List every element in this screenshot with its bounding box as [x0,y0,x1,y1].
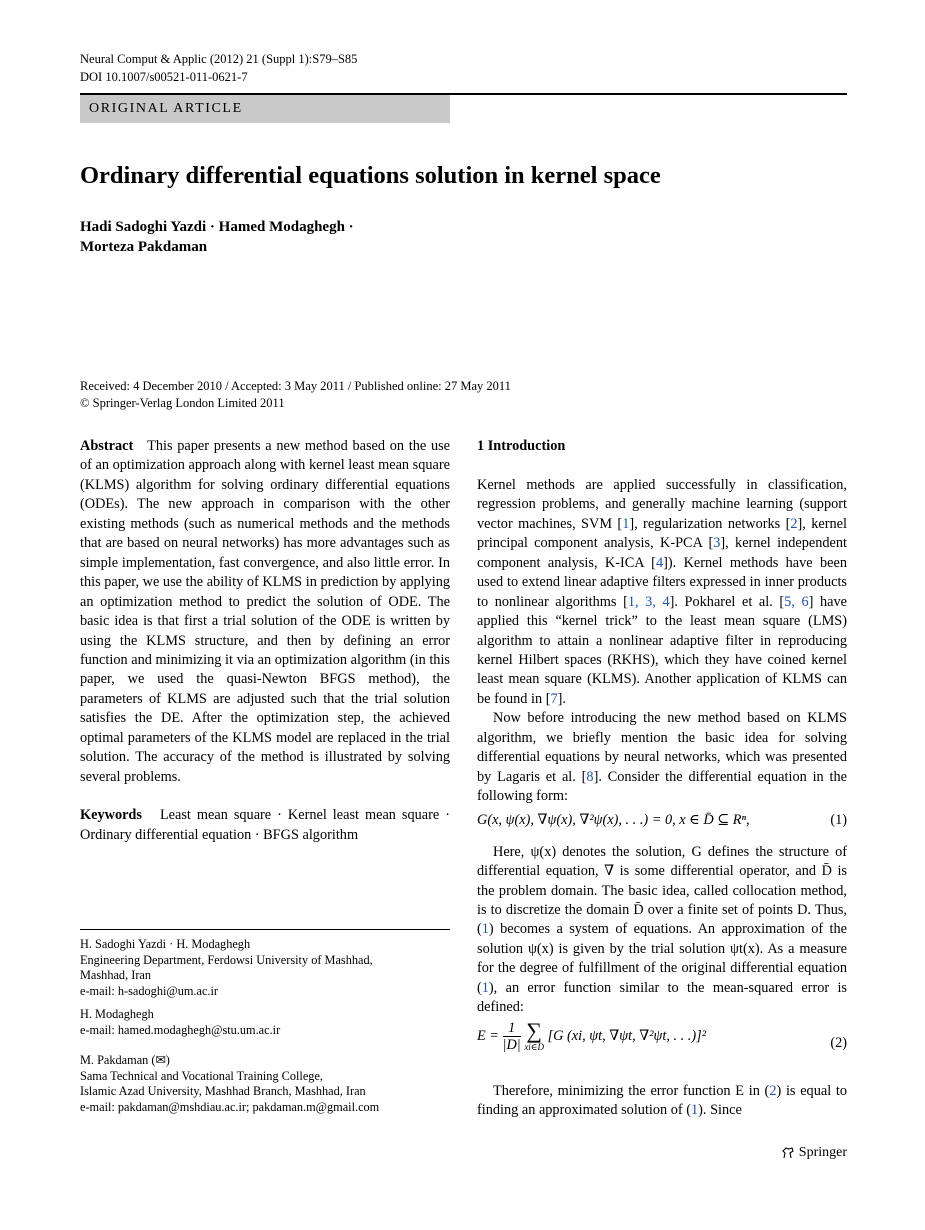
text-run: ) is equal to finding an approximated solution of ( [477,1082,847,1119]
intro-paragraph-3 [477,843,847,1018]
text-run: ]. Consider the differential equation in the following form: [477,768,847,805]
footnote-rule [80,929,450,930]
affiliation-1-city: Mashhad, Iran [80,968,152,983]
affiliation-3-email: e-mail: pakdaman@mshdiau.ac.ir; pakdaman.m@gmail.com [80,1099,380,1114]
equation-link[interactable]: 1 [691,1102,699,1119]
summation-index: xi∈D [524,1042,544,1053]
article-type-band: ORIGINAL ARTICLE [80,95,450,123]
affiliation-3 [80,1053,379,1115]
text-run: Now before introducing the new method based on KLMS algorithm, we briefly mention the basic idea for solving differential equations by neural networks, which was presented by Lagaris et al. [ [477,710,847,785]
text-run: ), an error function similar to the mean-squared error is defined: [477,979,847,1016]
equation-2-lhs: E = [477,1027,499,1044]
citation-link[interactable]: 1 [622,515,630,532]
text-run: ] have applied this “kernel trick” to the least mean square (LMS) algorithm to attain a nonlinear adaptive filter in reproducing kernel Hilbert spaces (RKHS), which they have coined kernel least mean square (KLMS). Another application of KLMS can be found in [ [477,593,847,707]
text-run: ]. Pokharel et al. [ [669,593,785,610]
fraction-numerator: 1 [503,1020,521,1037]
text-run: Kernel methods are applied successfully in classification, regression problems, and generally machine learning (support vector machines, SVM [ [477,476,847,532]
text-run: ], regularization networks [ [629,515,791,532]
abstract [80,437,450,787]
keywords-text: Least mean square · Kernel least mean square · Ordinary differential equation · BFGS algorithm [80,807,450,843]
affiliation-3-name: M. Pakdaman (✉) [80,1053,170,1067]
equation-1-number: (1) [830,811,847,828]
affiliation-2-name: H. Modaghegh [80,1007,154,1021]
equation-1 [477,811,847,835]
text-run: ], kernel independent component analysis, K-ICA [ [477,535,847,571]
equation-2 [477,1020,847,1068]
affiliation-3-university: Islamic Azad University, Mashhad Branch, Mashhad, Iran [80,1084,366,1099]
journal-citation: Neural Comput & Applic (2012) 21 (Suppl 1):S79–S85 [80,52,358,66]
sigma-icon: ∑ [526,1018,542,1044]
citation-link[interactable]: 4 [655,554,664,571]
equation-2-body: [G (xi, ψt, ∇ψt, ∇²ψt, . . .)]² [547,1027,706,1044]
citation-link[interactable]: 5, 6 [784,593,809,610]
affiliation-2-email: e-mail: hamed.modaghegh@stu.um.ac.ir [80,1022,281,1037]
citation-link[interactable]: 7 [550,690,558,707]
equation-link[interactable]: 2 [769,1082,777,1099]
abstract-text: This paper presents a new method based on the use of an optimization approach along with kernel least mean square (KLMS) algorithm for solving ordinary differential equations (ODEs). The new approach in comparison with the other existing methods (such as numerical methods and the methods that are based on neural networks) has more advantages such as simple implementation, fast convergence, and also little error. In this paper, we use the ability of KLMS in prediction by applying an optimization method to predict the solution of ODE. The basic idea is that first a trial solution of the ODE is written by using the KLMS structure, and then by defining an error function and minimizing it via an optimization algorithm (in this paper, we used the quasi-Newton BFGS method), the parameters of KLMS are adjusted such that the trial solution satisfies the DE. After the optimization step, the achieved optimal parameters of the KLMS model are replaced in the trial solution. The accuracy of the method is illustrated by solving several problems. [80,438,451,785]
affiliation-2 [80,1007,280,1038]
author-list [80,217,354,257]
intro-paragraph-2 [477,709,847,806]
publisher-mark [781,1145,847,1161]
intro-paragraph-1 [477,476,847,709]
equation-2-number: (2) [830,1034,847,1051]
affiliation-1-dept: Engineering Department, Ferdowsi University of Mashhad, [80,952,373,967]
publisher-name: Springer [798,1145,847,1160]
citation-link[interactable]: 1, 3, 4 [627,593,670,610]
text-run: Here, ψ(x) denotes the solution, G defines the structure of differential equation, ∇ is some differential operator, and D̄ is the problem domain. The basic idea, called collocation method, is to discretize the domain D̄ over a finite set of points D. Thus, ( [477,843,847,938]
affiliation-1 [80,937,373,999]
text-run: ], kernel principal component analysis, K-PCA [ [477,515,847,552]
keywords-label: Keywords [80,807,142,824]
text-run: Therefore, minimizing the error function E in ( [493,1082,770,1099]
dates-line: Received: 4 December 2010 / Accepted: 3 May 2011 / Published online: 27 May 2011 [80,379,511,393]
text-run: ]. [557,690,566,707]
citation-link[interactable]: 8 [586,768,594,785]
equation-1-body: G(x, ψ(x), ∇ψ(x), ∇²ψ(x), . . .) = 0, x ∈ D̄ ⊆ Rⁿ, [477,811,750,828]
abstract-label: Abstract [80,438,134,454]
author-line-1: Hadi Sadoghi Yazdi · Hamed Modaghegh · [80,219,354,235]
equation-2-fraction [503,1020,521,1053]
citation-link[interactable]: 2 [790,515,798,532]
equation-link[interactable]: 1 [481,979,489,996]
intro-paragraph-4 [477,1082,847,1121]
citation-link[interactable]: 3 [713,535,721,552]
author-line-2: Morteza Pakdaman [80,239,208,255]
left-column [80,437,450,845]
paper-title: Ordinary differential equations solution in kernel space [80,162,661,189]
keywords [80,806,450,845]
text-run: ). Since [698,1102,742,1119]
right-column [477,437,847,1121]
equation-link[interactable]: 1 [481,921,489,938]
affiliation-1-email: e-mail: h-sadoghi@um.ac.ir [80,983,219,998]
fraction-denominator: |D| [502,1036,521,1053]
affiliation-1-names: H. Sadoghi Yazdi · H. Modaghegh [80,937,251,951]
summation-symbol [524,1020,544,1052]
text-run: ]). Kernel methods have been used to extend linear adaptive filters expressed in inner products to nonlinear algorithms [ [477,554,848,610]
text-run: ) becomes a system of equations. An approximation of the solution ψ(x) is given by the trial solution ψt(x). As a measure for the degree of fulfillment of the original differential equation ( [477,921,847,996]
doi: DOI 10.1007/s00521-011-0621-7 [80,70,248,84]
springer-horse-icon [781,1146,795,1160]
copyright-line: © Springer-Verlag London Limited 2011 [80,396,285,410]
publication-dates [80,378,511,412]
section-heading-introduction: 1 Introduction [477,438,566,454]
affiliation-3-college: Sama Technical and Vocational Training College, [80,1068,323,1083]
